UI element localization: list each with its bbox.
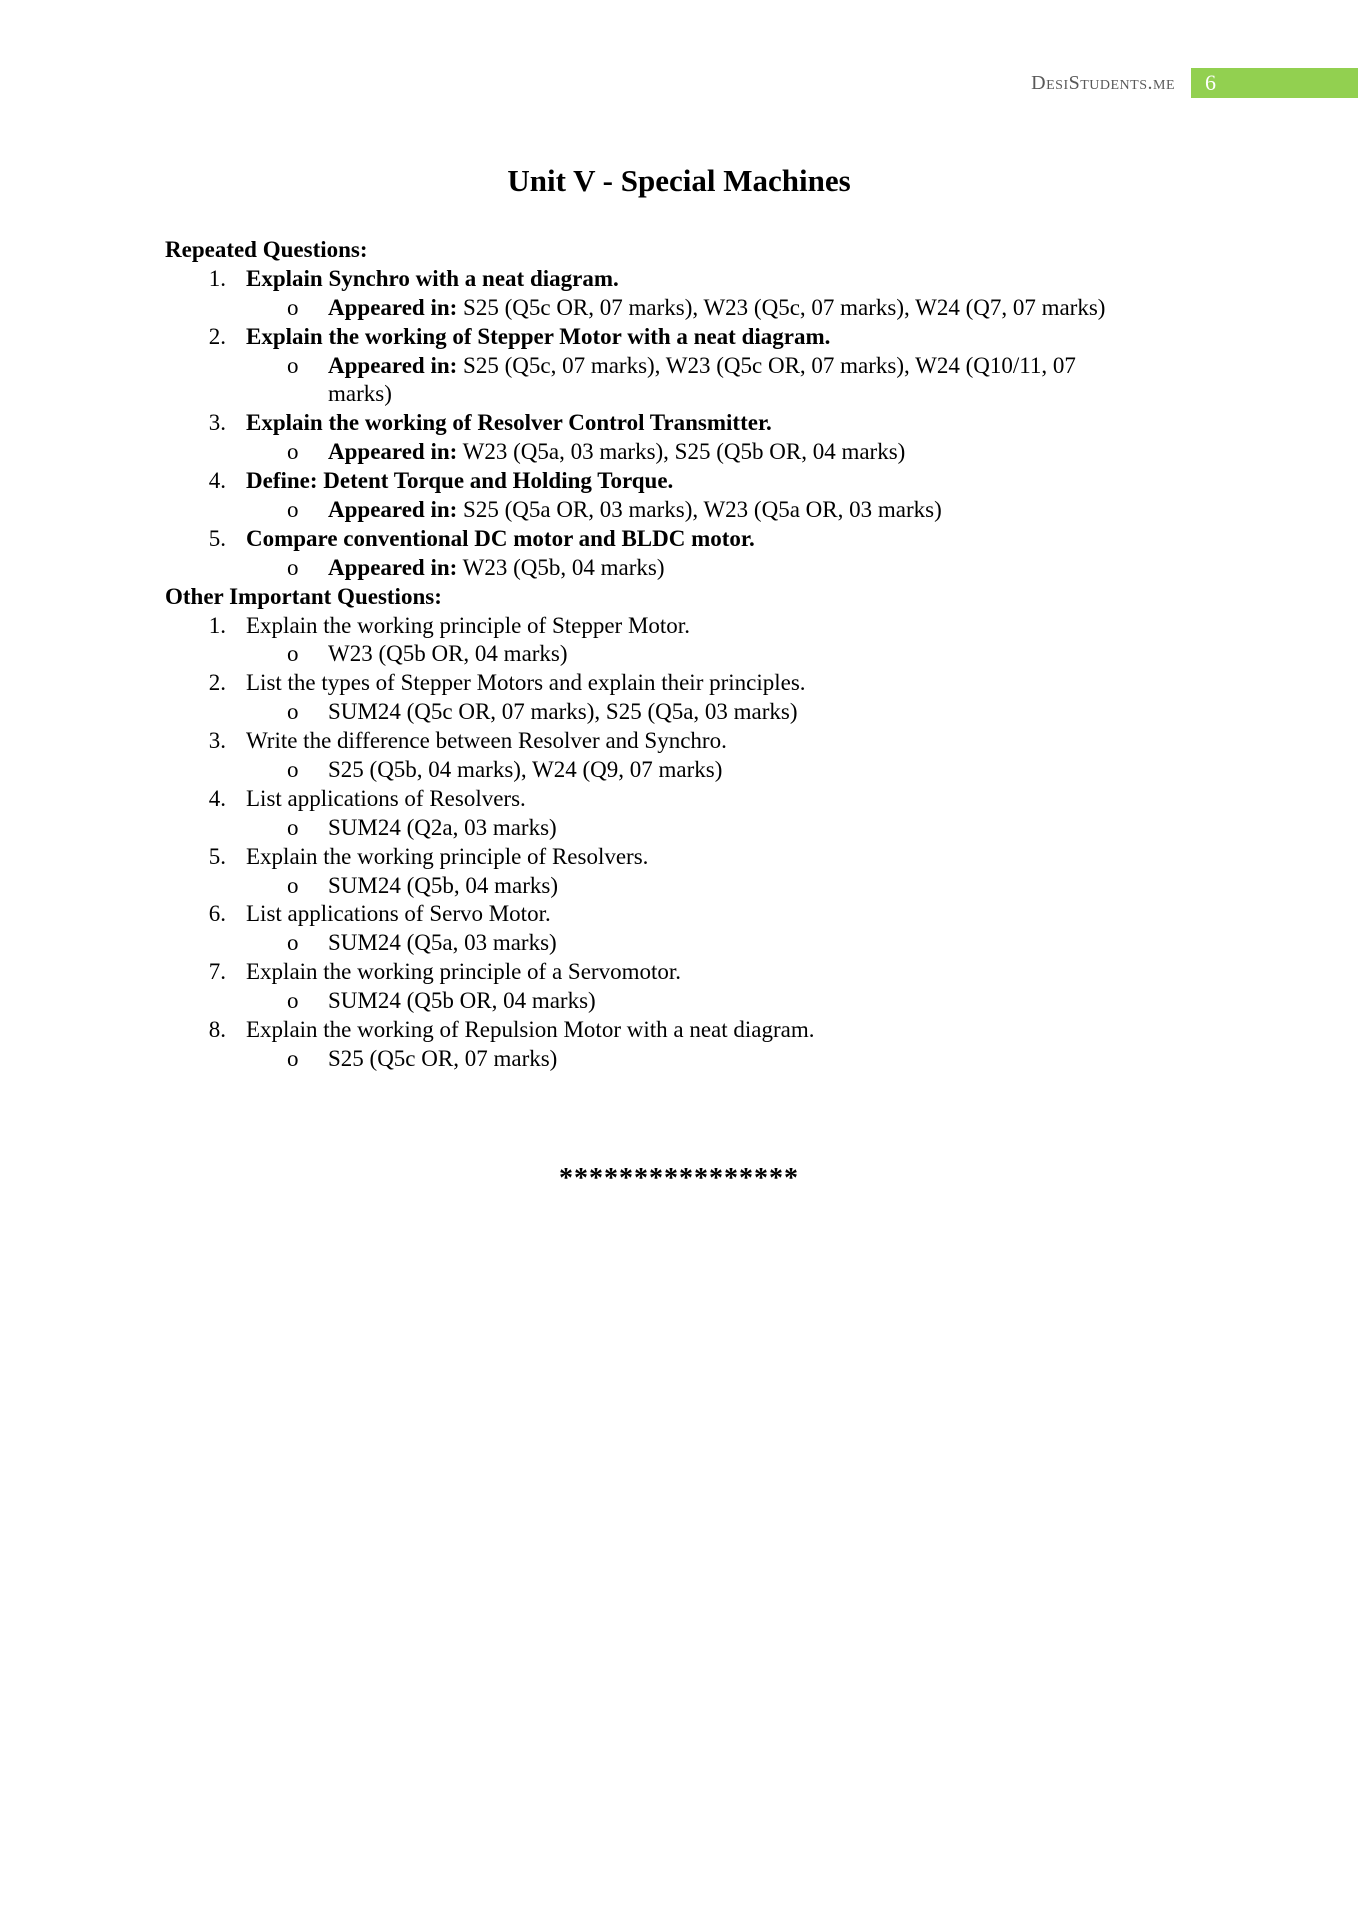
question-text: Explain Synchro with a neat diagram.	[246, 265, 619, 291]
list-item	[0, 409, 1358, 438]
bullet-icon: o	[287, 930, 299, 956]
question-text: Compare conventional DC motor and BLDC motor.	[246, 525, 755, 551]
list-item	[0, 785, 1358, 814]
appeared-label: Appeared in:	[328, 497, 458, 523]
bullet-icon: o	[287, 988, 299, 1014]
bullet-icon: o	[287, 352, 299, 378]
bullet-icon: o	[287, 439, 299, 465]
question-text: Explain the working of Repulsion Motor with a neat diagram.	[246, 1017, 815, 1043]
appeared-label: Appeared in:	[328, 294, 458, 320]
item-number: 5.	[208, 843, 226, 869]
appeared-label: Appeared in:	[328, 554, 458, 580]
question-text: Explain the working of Resolver Control Transmitter.	[246, 410, 772, 436]
question-text: Define: Detent Torque and Holding Torque.	[246, 468, 674, 494]
item-number: 4.	[208, 468, 226, 494]
appeared-detail: W23 (Q5b, 04 marks)	[457, 554, 665, 580]
item-number: 6.	[208, 901, 226, 927]
item-number: 2.	[208, 670, 226, 696]
other-questions-heading: Other Important Questions:	[165, 583, 442, 609]
sub-item	[0, 1045, 1358, 1074]
list-item	[0, 525, 1358, 554]
sub-item	[0, 814, 1358, 843]
end-separator: ****************	[559, 1163, 799, 1194]
appeared-detail: SUM24 (Q5a, 03 marks)	[328, 930, 557, 956]
sub-item-continuation	[0, 380, 1358, 409]
page-title: Unit V - Special Machines	[507, 163, 851, 198]
item-number: 3.	[208, 728, 226, 754]
appeared-label: Appeared in:	[328, 439, 458, 465]
question-text: List the types of Stepper Motors and explain their principles.	[246, 670, 806, 696]
page-header	[0, 68, 1358, 98]
bullet-icon: o	[287, 641, 299, 667]
list-item	[0, 323, 1358, 352]
question-text: List applications of Resolvers.	[246, 785, 526, 811]
item-number: 7.	[208, 959, 226, 985]
sub-item	[0, 872, 1358, 901]
item-number: 5.	[208, 525, 226, 551]
item-number: 2.	[208, 323, 226, 349]
question-text: Explain the working principle of a Servomotor.	[246, 959, 681, 985]
question-text: List applications of Servo Motor.	[246, 901, 551, 927]
bullet-icon: o	[287, 497, 299, 523]
bullet-icon: o	[287, 699, 299, 725]
sub-item	[0, 352, 1358, 381]
item-number: 8.	[208, 1017, 226, 1043]
item-number: 1.	[208, 612, 226, 638]
sub-item	[0, 929, 1358, 958]
item-number: 3.	[208, 410, 226, 436]
bullet-icon: o	[287, 1045, 299, 1071]
bullet-icon: o	[287, 294, 299, 320]
bullet-icon: o	[287, 872, 299, 898]
sub-item	[0, 554, 1358, 583]
list-item	[0, 1016, 1358, 1045]
sub-item	[0, 496, 1358, 525]
sub-item	[0, 640, 1358, 669]
appeared-detail: SUM24 (Q5c OR, 07 marks), S25 (Q5a, 03 marks)	[328, 699, 798, 725]
list-item	[0, 727, 1358, 756]
page-number: 6	[1191, 68, 1358, 98]
list-item	[0, 467, 1358, 496]
site-name: DesiStudents.me	[1031, 72, 1175, 94]
item-number: 1.	[208, 265, 226, 291]
bullet-icon: o	[287, 757, 299, 783]
bullet-icon: o	[287, 554, 299, 580]
appeared-detail: S25 (Q5c, 07 marks), W23 (Q5c OR, 07 marks), W24 (Q10/11, 07	[457, 352, 1076, 378]
appeared-detail: W23 (Q5b OR, 04 marks)	[328, 641, 568, 667]
question-list	[0, 236, 1358, 1074]
appeared-detail: W23 (Q5a, 03 marks), S25 (Q5b OR, 04 marks)	[457, 439, 906, 465]
sub-item	[0, 756, 1358, 785]
question-text: Explain the working of Stepper Motor with a neat diagram.	[246, 323, 831, 349]
appeared-detail: S25 (Q5c OR, 07 marks), W23 (Q5c, 07 marks), W24 (Q7, 07 marks)	[457, 294, 1106, 320]
list-item	[0, 900, 1358, 929]
list-item	[0, 958, 1358, 987]
bullet-icon: o	[287, 814, 299, 840]
sub-item	[0, 698, 1358, 727]
repeated-questions-heading: Repeated Questions:	[165, 237, 368, 262]
appeared-detail: S25 (Q5b, 04 marks), W24 (Q9, 07 marks)	[328, 757, 723, 783]
sub-item	[0, 987, 1358, 1016]
list-item	[0, 843, 1358, 872]
sub-item	[0, 294, 1358, 323]
appeared-detail: S25 (Q5a OR, 03 marks), W23 (Q5a OR, 03 marks)	[457, 497, 942, 523]
appeared-detail: S25 (Q5c OR, 07 marks)	[328, 1045, 558, 1071]
sub-item	[0, 438, 1358, 467]
list-item	[0, 265, 1358, 294]
question-text: Write the difference between Resolver and Synchro.	[246, 728, 727, 754]
appeared-detail: SUM24 (Q5b OR, 04 marks)	[328, 988, 596, 1014]
question-text: Explain the working principle of Resolvers.	[246, 843, 649, 869]
list-item	[0, 612, 1358, 641]
list-item	[0, 669, 1358, 698]
appeared-detail: marks)	[328, 381, 392, 407]
appeared-detail: SUM24 (Q2a, 03 marks)	[328, 814, 557, 840]
appeared-label: Appeared in:	[328, 352, 458, 378]
appeared-detail: SUM24 (Q5b, 04 marks)	[328, 872, 558, 898]
question-text: Explain the working principle of Stepper Motor.	[246, 612, 690, 638]
item-number: 4.	[208, 785, 226, 811]
